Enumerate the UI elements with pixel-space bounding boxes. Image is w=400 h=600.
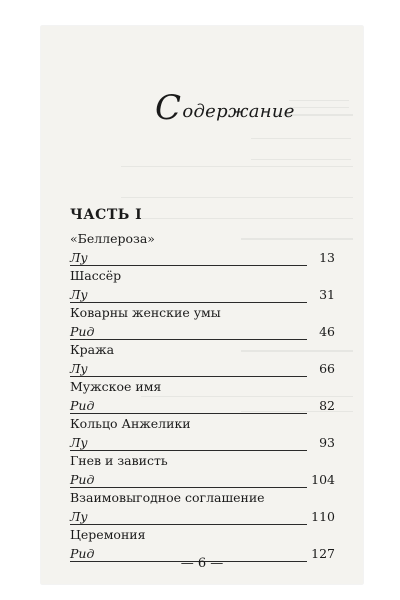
toc-entry <box>70 304 335 341</box>
page-number: 93 <box>319 435 335 450</box>
chapter-title: Кольцо Анжелики <box>70 416 191 431</box>
page-number: 82 <box>319 398 335 413</box>
page-number: 46 <box>319 324 335 339</box>
toc-line <box>70 285 335 304</box>
toc-entry <box>70 452 335 489</box>
chapter-title: Взаимовыгодное соглашение <box>70 490 265 505</box>
toc-line <box>70 248 335 267</box>
chapter-title: Церемония <box>70 527 146 542</box>
chapter-author: Лу <box>70 287 88 302</box>
toc-line <box>70 433 335 452</box>
toc-entry <box>70 489 335 526</box>
toc-line <box>70 470 335 489</box>
leader-rule <box>70 302 307 303</box>
page-number: 13 <box>319 250 335 265</box>
toc-entry <box>70 267 335 304</box>
leader-rule <box>70 487 307 488</box>
chapter-title: Кража <box>70 342 115 357</box>
toc-entry <box>70 378 335 415</box>
page-number: 127 <box>311 546 335 561</box>
toc-line <box>70 322 335 341</box>
leader-rule <box>70 413 307 414</box>
chapter-title: Гнев и зависть <box>70 453 168 468</box>
page-number: 66 <box>319 361 335 376</box>
chapter-author: Лу <box>70 435 88 450</box>
toc-line <box>70 507 335 526</box>
chapter-author: Лу <box>70 250 88 265</box>
toc-entry <box>70 341 335 378</box>
chapter-title: Мужское имя <box>70 379 162 394</box>
chapter-title: «Беллероза» <box>70 231 155 246</box>
toc-line <box>70 359 335 378</box>
toc-line <box>70 396 335 415</box>
part-heading: ЧАСТЬ I <box>70 207 143 223</box>
leader-rule <box>70 450 307 451</box>
table-of-contents <box>70 230 335 563</box>
title-rest: одержание <box>182 101 295 122</box>
book-page <box>41 26 363 584</box>
chapter-title: Шассёр <box>70 268 122 283</box>
chapter-author: Рид <box>70 546 95 561</box>
page-number: 104 <box>311 472 335 487</box>
leader-rule <box>70 265 307 266</box>
toc-entry <box>70 230 335 267</box>
leader-rule <box>70 524 307 525</box>
page-title <box>155 88 295 128</box>
page-number: 31 <box>319 287 335 302</box>
chapter-author: Рид <box>70 324 95 339</box>
chapter-author: Рид <box>70 472 95 487</box>
chapter-author: Рид <box>70 398 95 413</box>
chapter-title: Коварны женские умы <box>70 305 221 320</box>
page-folio: — 6 — <box>180 556 224 571</box>
chapter-author: Лу <box>70 509 88 524</box>
leader-rule <box>70 376 307 377</box>
page-number: 110 <box>311 509 335 524</box>
chapter-author: Лу <box>70 361 88 376</box>
toc-entry <box>70 415 335 452</box>
title-initial: С <box>155 88 182 128</box>
leader-rule <box>70 339 307 340</box>
